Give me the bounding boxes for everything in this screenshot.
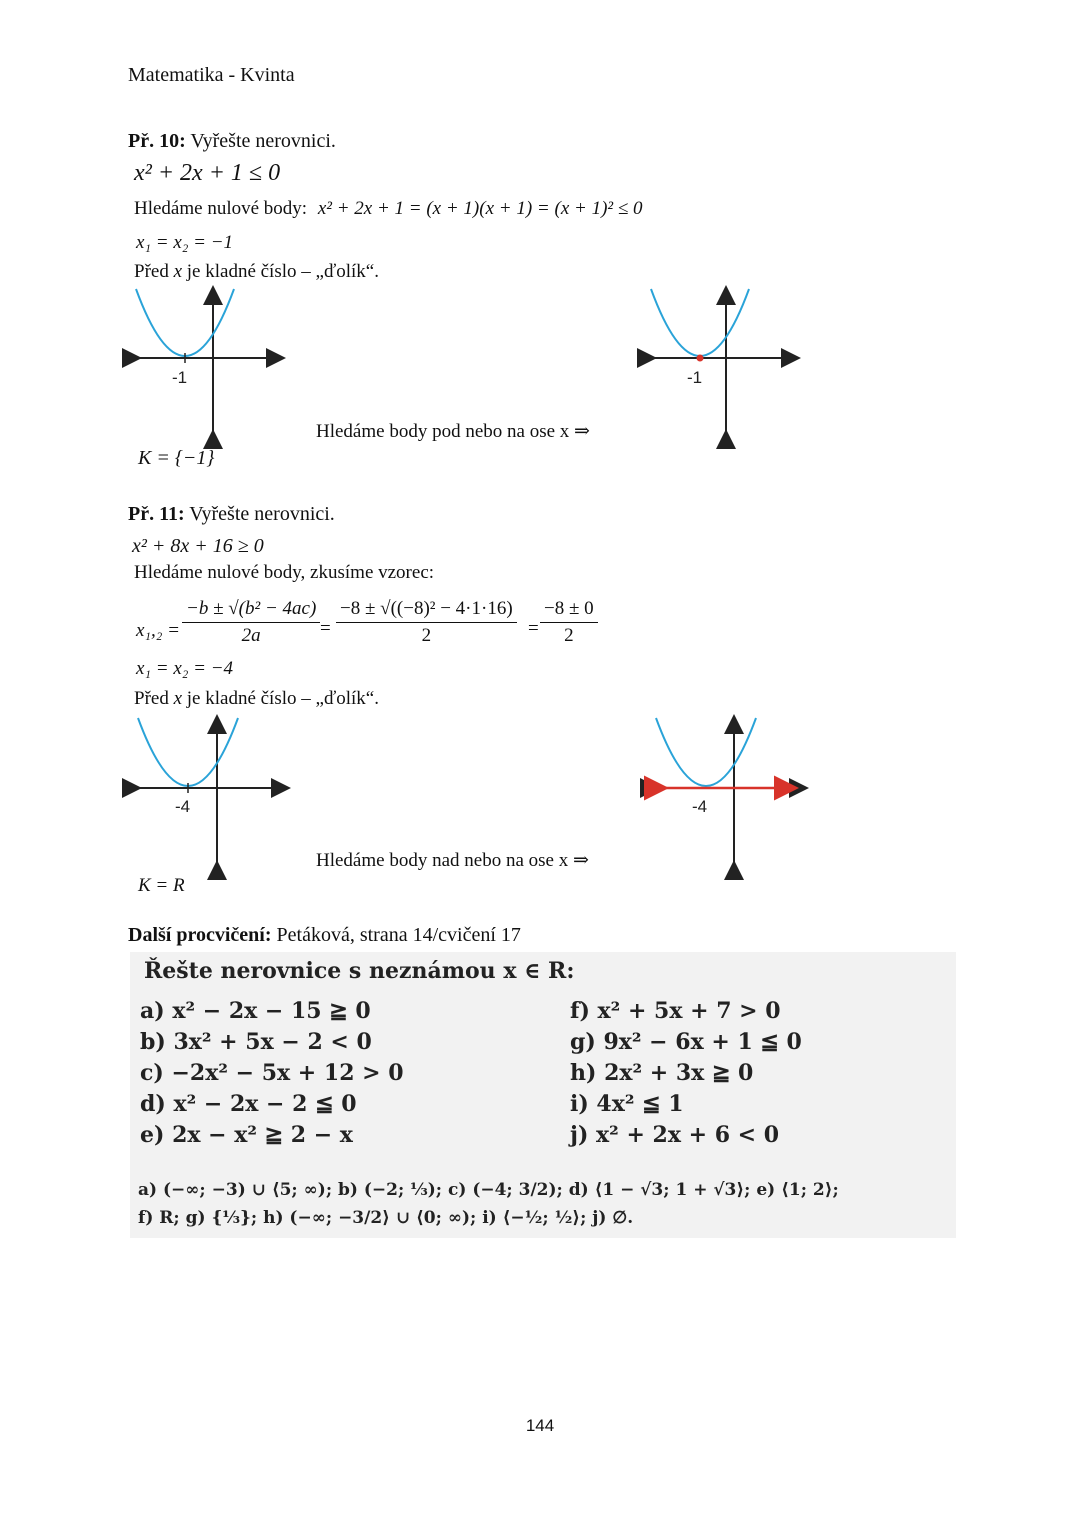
ex10-factorization: x² + 2x + 1 = (x + 1)(x + 1) = (x + 1)² ≤ 0 [317,198,643,219]
ex11-parabola-graph-left [130,712,295,867]
ex11-coef-var: x [173,688,183,709]
parabola-curve [138,718,238,786]
ex11-coef-suffix: je kladné číslo – „ďolík“. [182,688,379,709]
ex11-solution: K = R [138,875,185,896]
exercise-item-g: g) 9x² − 6x + 1 ≦ 0 [570,1029,802,1055]
graph-root-label: -1 [172,368,188,387]
textbook-exercise-scan [130,952,956,1238]
fraction-numerator: −b ± √(b² − 4ac) [182,598,320,623]
ex11-coef-prefix: Před [134,688,174,709]
ex10-solution: K = {−1} [138,447,215,469]
exercise-item-a: a) x² − 2x − 15 ≧ 0 [140,998,371,1024]
document-header: Matematika - Kvinta [128,64,295,86]
exercise-item-j: j) x² + 2x + 6 < 0 [570,1122,780,1148]
parabola-curve [656,718,756,786]
practice-label: Další procvičení: [128,924,272,946]
ex11-search-text: Hledáme body nad nebo na ose x ⇒ [316,850,589,871]
fraction-numerator: −8 ± 0 [540,598,598,623]
exercise-answers-line-2: f) R; g) {⅓}; h) (−∞; −3/2⟩ ∪ ⟨0; ∞); i) ⟨−½; ½⟩; j) ∅. [138,1208,634,1228]
ex11-label: Př. 11: [128,503,185,525]
ex10-parabola-graph-right [645,283,805,438]
ex10-factorization-line [134,198,643,220]
ex10-parabola-graph-left [130,283,290,438]
exercise-item-i: i) 4x² ≦ 1 [570,1091,684,1117]
ex10-coef-prefix: Před [134,261,174,282]
exercise-item-b: b) 3x² + 5x − 2 < 0 [140,1029,372,1055]
graph-root-label: -1 [687,368,703,387]
ex11-fraction-substituted [336,598,517,647]
ex11-inequality: x² + 8x + 16 ≥ 0 [132,535,264,557]
practice-reference: Petáková, strana 14/cvičení 17 [276,924,521,946]
ex10-task: Vyřešte nerovnici. [190,130,336,152]
exercise-item-d: d) x² − 2x − 2 ≦ 0 [140,1091,357,1117]
ex11-task: Vyřešte nerovnici. [189,503,335,525]
fraction-denominator: 2a [241,625,261,646]
ex10-coef-var: x [173,261,183,282]
exercise-item-f: f) x² + 5x + 7 > 0 [570,998,781,1024]
exercise-item-c: c) −2x² − 5x + 12 > 0 [140,1060,404,1086]
ex11-parabola-graph-right [648,712,813,867]
parabola-curve [136,289,234,356]
exercise-answers-line-1: a) (−∞; −3) ∪ ⟨5; ∞); b) (−2; ⅓); c) (−4; 3/2); d) ⟨1 − √3; 1 + √3⟩; e) ⟨1; 2⟩; [138,1180,839,1200]
ex11-coefficient-note [134,688,379,710]
ex10-search-text: Hledáme body pod nebo na ose x ⇒ [316,421,590,442]
exercise-item-e: e) 2x − x² ≧ 2 − x [140,1122,353,1148]
ex10-zero-points-text: Hledáme nulové body: [134,198,308,219]
fraction-denominator: 2 [421,625,432,646]
ex10-inequality: x² + 2x + 1 ≤ 0 [134,160,281,186]
ex11-fraction-general [182,598,320,647]
exercise-item-h: h) 2x² + 3x ≧ 0 [570,1060,754,1086]
equals-sign: = [528,618,539,639]
ex10-label: Př. 10: [128,130,186,152]
ex11-zero-points-text: Hledáme nulové body, zkusíme vzorec: [134,562,435,583]
ex11-roots: x₁ = x₂ = −4 [136,658,234,679]
fraction-denominator: 2 [564,625,574,646]
solution-point [697,355,704,362]
fraction-numerator: −8 ± √((−8)² − 4·1·16) [336,598,517,623]
practice-line [128,924,521,947]
graph-root-label: -4 [692,797,708,816]
ex10-coefficient-note [134,261,379,283]
ex10-heading [128,130,336,153]
graph-root-label: -4 [175,797,191,816]
parabola-curve [651,289,749,356]
equals-sign: = [320,618,331,639]
ex10-coef-suffix: je kladné číslo – „ďolík“. [182,261,379,282]
page-number: 144 [525,1416,555,1435]
exercise-title: Řešte nerovnice s neznámou x ∈ R: [144,958,575,984]
ex11-heading [128,503,335,526]
ex10-roots: x₁ = x₂ = −1 [136,232,234,253]
ex11-formula-lhs: x₁,₂ = [136,620,180,641]
ex11-fraction-result [540,598,598,647]
